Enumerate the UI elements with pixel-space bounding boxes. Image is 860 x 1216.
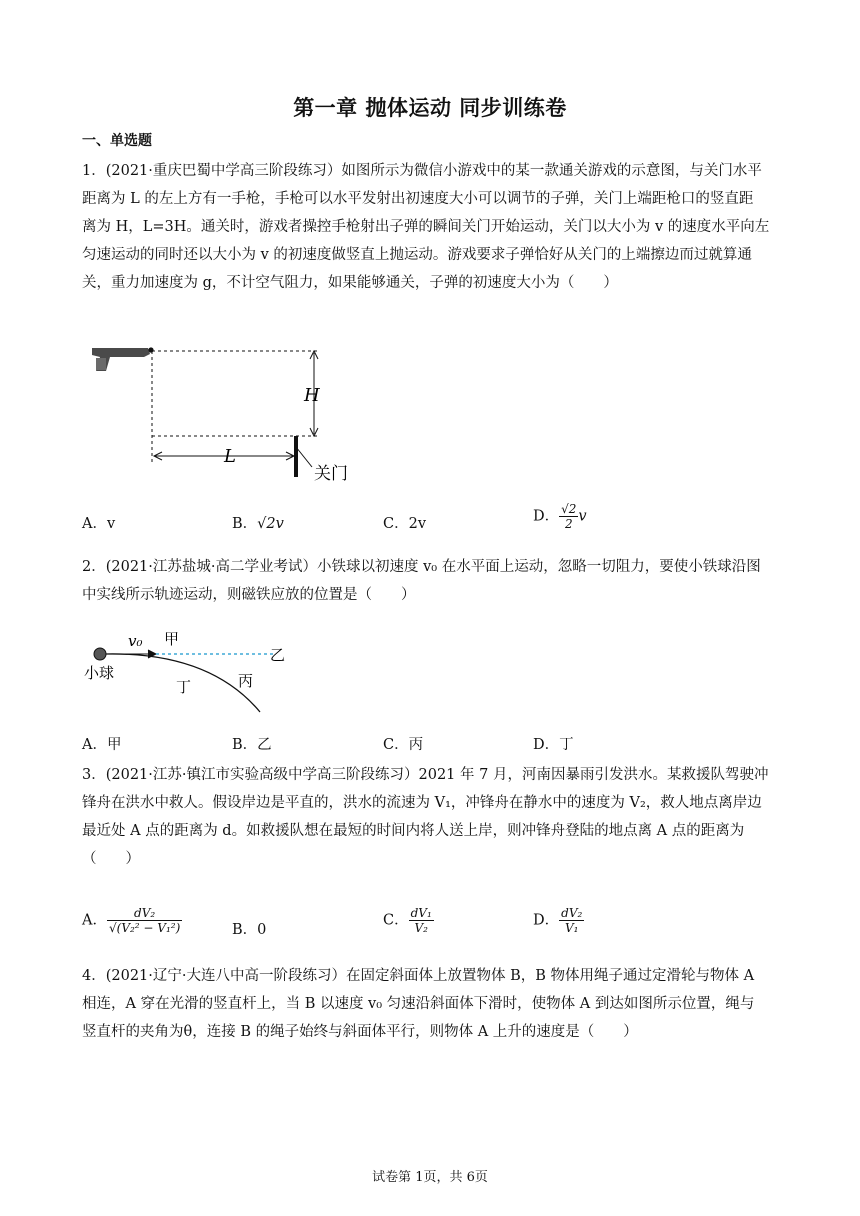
option-suffix: v bbox=[578, 508, 587, 525]
label-H: H bbox=[304, 385, 320, 406]
option-letter: B． bbox=[232, 516, 258, 532]
fraction-numerator: dV₂ bbox=[107, 906, 182, 921]
label-jia: 甲 bbox=[164, 630, 180, 648]
q3-line: 3．(2021·江苏·镇江市实验高级中学高三阶段练习）2021 年 7 月，河南因暴雨引发洪水。某救援队驾驶冲 bbox=[82, 767, 769, 783]
ball-trajectory-diagram bbox=[80, 628, 300, 718]
q4-line: 竖直杆的夹角为θ，连接 B 的绳子始终与斜面体平行，则物体 A 上升的速度是（ ） bbox=[82, 1024, 638, 1040]
option-letter: D． bbox=[533, 912, 560, 929]
door-label-leader bbox=[296, 447, 312, 467]
q1-option-a: A．v bbox=[82, 516, 116, 532]
q1-line: 匀速运动的同时还以大小为 v 的初速度做竖直上抛运动。游戏要求子弹恰好从关门的上端擦边而过就算通 bbox=[82, 247, 752, 263]
page-footer: 试卷第 1页，共 6页 bbox=[372, 1170, 488, 1185]
q1-line: 关，重力加速度为 g，不计空气阻力，如果能够通关，子弹的初速度大小为（ ） bbox=[82, 275, 618, 291]
q3-line: （ ） bbox=[82, 851, 140, 867]
q2-line: 2．(2021·江苏盐城·高二学业考试）小铁球以初速度 v₀ 在水平面上运动，忽略一切阻力，要使小铁球沿图 bbox=[82, 559, 761, 575]
option-letter: C． bbox=[383, 912, 409, 929]
question-2-text bbox=[82, 553, 784, 609]
fraction-denominator: V₂ bbox=[414, 921, 428, 935]
q2-option-b: B．乙 bbox=[232, 737, 272, 753]
section-heading: 一、单选题 bbox=[82, 133, 152, 149]
fraction-denominator: 2 bbox=[564, 517, 573, 531]
q4-line: 4．(2021·辽宁·大连八中高一阶段练习）在固定斜面体上放置物体 B，B 物体用绳子通过定滑轮与物体 A bbox=[82, 968, 755, 984]
fraction-numerator: dV₂ bbox=[561, 906, 583, 920]
label-ding: 丁 bbox=[176, 678, 192, 696]
q1-line: 1．(2021·重庆巴蜀中学高三阶段练习）如图所示为微信小游戏中的某一款通关游戏的示意图，与关门水平 bbox=[82, 163, 762, 179]
q2-option-a: A．甲 bbox=[82, 737, 122, 753]
option-value: √2v bbox=[257, 516, 284, 532]
fraction-denominator: V₁ bbox=[564, 921, 579, 935]
fraction-numerator: √2 bbox=[561, 502, 577, 516]
q2-option-c: C．丙 bbox=[383, 737, 424, 753]
q4-line: 相连，A 穿在光滑的竖直杆上，当 B 以速度 v₀ 匀速沿斜面体下滑时，使物体 A 到达如图所示位置，绳与 bbox=[82, 996, 755, 1012]
q1-line: 距离为 L 的左上方有一手枪，手枪可以水平发射出初速度大小可以调节的子弹，关门上端距枪口的竖直距 bbox=[82, 191, 754, 207]
label-bing: 丙 bbox=[238, 672, 254, 690]
label-ball: 小球 bbox=[84, 664, 115, 682]
q1-line: 离为 H，L=3H。通关时，游戏者操控手枪射出子弹的瞬间关门开始运动，关门以大小为 v 的速度水平向左 bbox=[82, 219, 770, 235]
label-yi: 乙 bbox=[270, 646, 286, 664]
fraction-denominator: √(V₂² − V₁²) bbox=[108, 921, 181, 935]
q3-line: 锋舟在洪水中救人。假设岸边是平直的，洪水的流速为 V₁，冲锋舟在静水中的速度为 V₂，救人地点离岸边 bbox=[82, 795, 762, 811]
q3-line: 最近处 A 点的距离为 d。如救援队想在最短的时间内将人送上岸，则冲锋舟登陆的地点离 A 点的距离为 bbox=[82, 823, 745, 839]
question-4-text bbox=[82, 962, 784, 1046]
option-letter: A． bbox=[82, 912, 107, 929]
label-door: 关门 bbox=[314, 464, 348, 484]
q3-option-d bbox=[533, 906, 584, 935]
q3-option-b: B．0 bbox=[232, 922, 267, 938]
q3-option-c bbox=[383, 906, 434, 935]
q1-option-c: C．2v bbox=[383, 516, 427, 532]
page-title: 第一章 抛体运动 同步训练卷 bbox=[293, 96, 567, 120]
q2-option-d: D．丁 bbox=[533, 737, 574, 753]
q1-option-b bbox=[232, 512, 284, 533]
fraction-numerator: dV₁ bbox=[410, 906, 432, 920]
gun-door-diagram bbox=[80, 335, 370, 495]
question-1-text bbox=[82, 157, 784, 297]
q3-option-a bbox=[82, 906, 182, 935]
q2-line: 中实线所示轨迹运动，则磁铁应放的位置是（ ） bbox=[82, 587, 416, 603]
q1-option-d bbox=[533, 502, 587, 531]
label-L: L bbox=[224, 446, 236, 467]
ball-icon bbox=[94, 648, 106, 660]
pistol-icon bbox=[92, 347, 154, 371]
question-3-text bbox=[82, 761, 784, 873]
label-v0: v₀ bbox=[128, 632, 143, 650]
option-letter: D． bbox=[533, 508, 560, 525]
